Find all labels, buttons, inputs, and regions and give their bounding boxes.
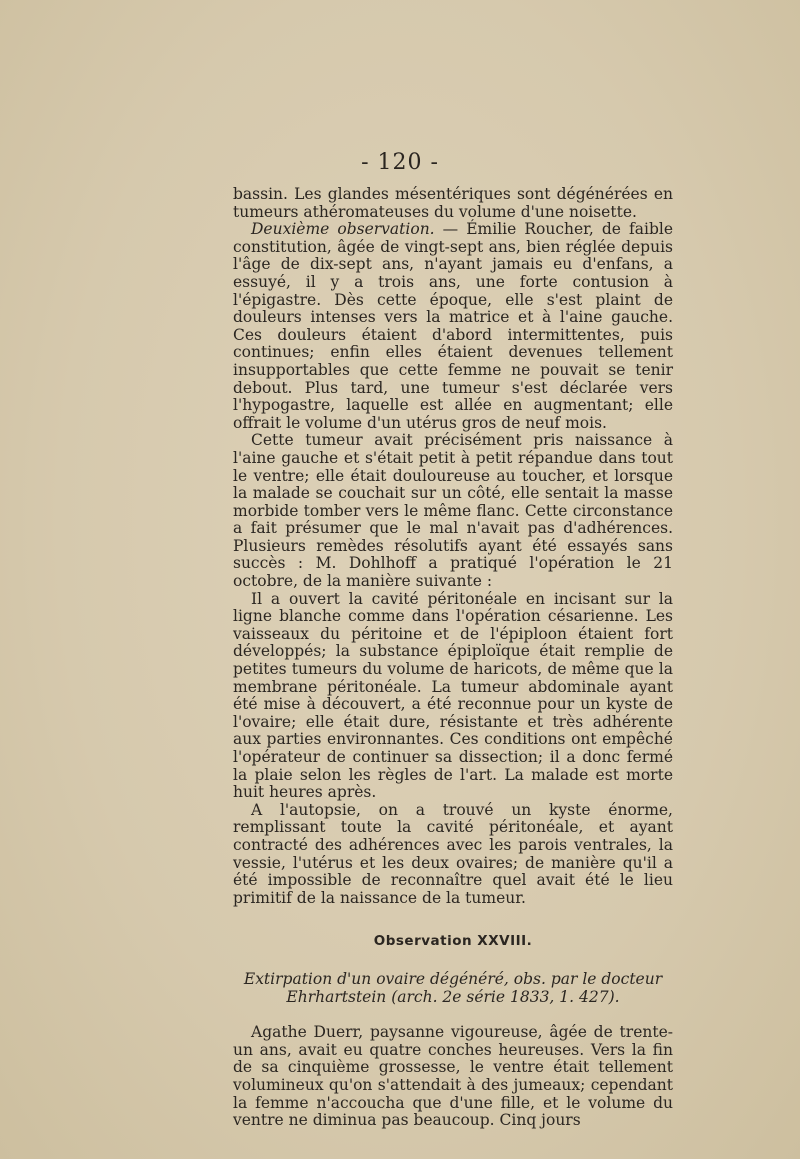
observation-label: Deuxième observation.	[251, 220, 435, 239]
paragraph: Il a ouvert la cavité péritonéale en incisant sur la ligne blanche comme dans l'opération césarienne. Les vaisseaux du péritoine et de l'épiploon étaient fort développés; la substance épiploïque était remplie de petites tumeurs du volume de haricots, de même que la membrane péritonéale. La tumeur abdominale ayant été mise à découvert, a été reconnue pour un kyste de l'ovaire; elle était dure, résistante et très adhérente aux parties environnantes. Ces conditions ont empêché l'opérateur de continuer sa dissection; il a donc fermé la plaie selon les règles de l'art. La malade est morte huit heures après.	[233, 589, 673, 802]
observation-text: — Émilie Roucher, de faible constitution, âgée de vingt-sept ans, bien réglée depuis l'âge de dix-sept ans, n'ayant jamais eu d'enfans, a essuyé, il y a trois ans, une forte contusion à l'épigastre. Dès cette époque, elle s'est plaint de douleurs intenses vers la matrice et à l'aine gauche. Ces douleurs étaient d'abord intermittentes, puis continues; enfin elles étaient devenues tellement insupportables que cette femme ne pouvait se tenir debout. Plus tard, une tumeur s'est déclarée vers l'hypogastre, laquelle est allée en augmentant; elle offrait le volume d'un utérus gros de neuf mois.	[233, 220, 674, 432]
paragraph: Agathe Duerr, paysanne vigoureuse, âgée de trente-un ans, avait eu quatre conches heureuses. Vers la fin de sa cinquième grossesse, le ventre était tellement volumineux qu'on s'attendait à des jumeaux; cependant la femme n'accoucha que d'une fille, et le volume du ventre ne diminua pas beaucoup. Cinq jours	[233, 1023, 673, 1130]
page-number: - 120 -	[361, 150, 439, 175]
body-text	[233, 186, 673, 1130]
section-heading: Observation XXVIII.	[373, 933, 533, 950]
section-subheading: Extirpation d'un ovaire dégénéré, obs. par le docteur Ehrhartstein (arch. 2e série 1833, 1. 427).	[243, 969, 663, 1006]
paragraph: A l'autopsie, on a trouvé un kyste énorme, remplissant toute la cavité péritonéale, et ayant contracté des adhérences avec les parois ventrales, la vessie, l'utérus et les deux ovaires; de manière qu'il a été impossible de reconnaître quel avait été le lieu primitif de la naissance de la tumeur.	[233, 800, 673, 907]
paragraph	[233, 221, 673, 432]
paragraph: bassin. Les glandes mésentériques sont dégénérées en tumeurs athéromateuses du volume d'une noisette.	[233, 185, 673, 221]
paragraph: Cette tumeur avait précisément pris naissance à l'aine gauche et s'était petit à petit répandue dans tout le ventre; elle était douloureuse au toucher, et lorsque la malade se couchait sur un côté, elle sentait la masse morbide tomber vers le même flanc. Cette circonstance a fait présumer que le mal n'avait pas d'adhérences. Plusieurs remèdes résolutifs ayant été essayés sans succès : M. Dohlhoff a pratiqué l'opération le 21 octobre, de la manière suivante :	[233, 431, 673, 591]
